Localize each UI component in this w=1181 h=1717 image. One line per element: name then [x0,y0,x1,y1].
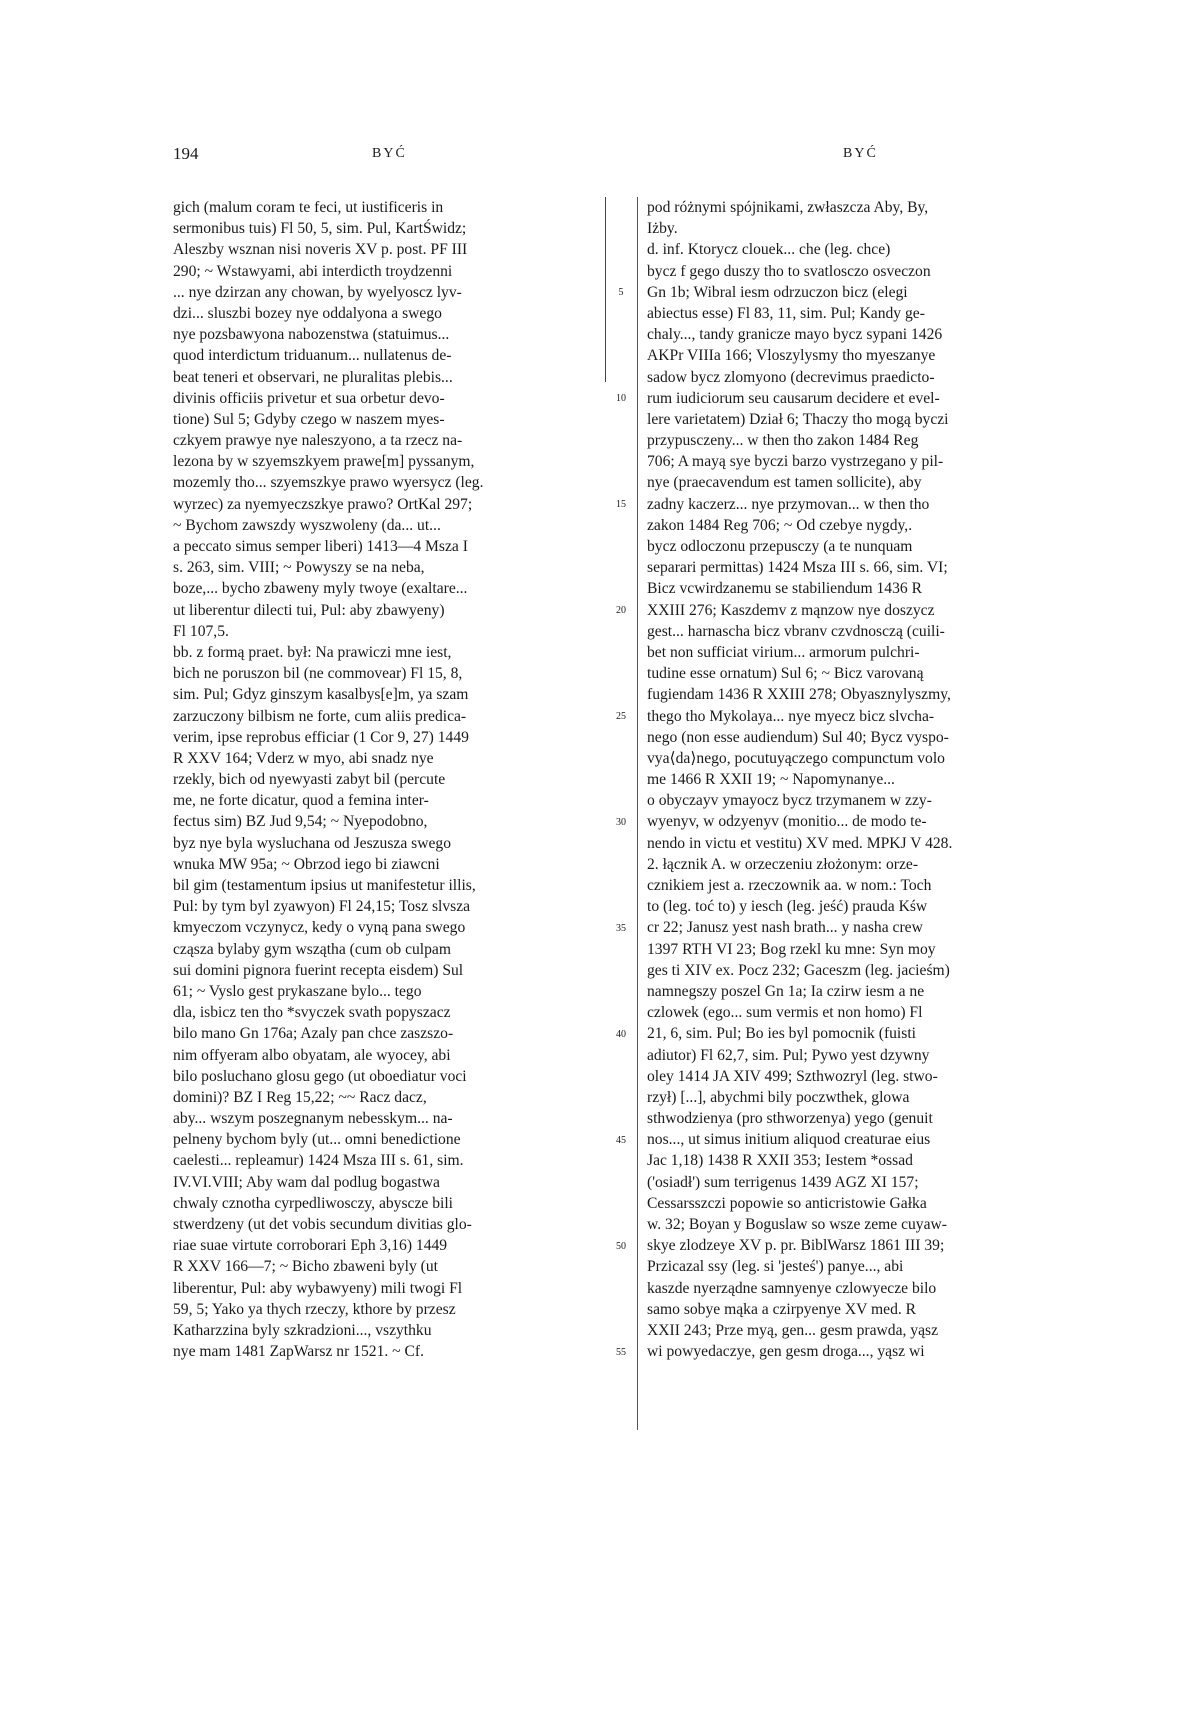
text-line: wnuka MW 95a; ~ Obrzod iego bi ziawcni [173,855,440,873]
text-line: wyrzec) za nyemyeczszkye prawo? OrtKal 297; [173,495,473,513]
text-line: sadow bycz zlomyono (decrevimus praedicto- [647,368,935,386]
text-line: czkyem prawye nye naleszyono, a ta rzecz na- [173,432,463,450]
text-line: Przicazal ssy (leg. si 'jesteś') panye..., abi [647,1258,904,1276]
line-number: 40 [616,1028,626,1040]
text-line: nendo in victu et vestitu) XV med. MPKJ V 428. [647,834,953,852]
text-line: to (leg. toć to) y iesch (leg. jeść) prauda Kśw [647,898,928,916]
text-line: 706; A mayą sye byczi barzo vystrzegano y pil- [647,453,944,471]
text-line: fugiendam 1436 R XXIII 278; Obyasznylyszmy, [647,686,951,704]
text-line: bycz odloczonu przepusczy (a te nunquam [647,538,913,555]
text-line: nego (non esse audiendum) Sul 40; Bycz vyspo- [647,728,949,746]
text-line: skye zlodzeye XV p. pr. BiblWarsz 1861 III 39; [647,1237,945,1255]
text-line: tione) Sul 5; Gdyby czego w naszem myes- [173,410,445,428]
text-line: byz nye byla wysluchana od Jeszusza swego [173,834,452,852]
text-line: sim. Pul; Gdyz ginszym kasalbys[e]m, ya szam [173,686,469,704]
text-line: nye mam 1481 ZapWarsz nr 1521. ~ Cf. [173,1343,424,1361]
text-line: chwaly cznotha cyrpedliwosczy, abyscze bili [173,1194,453,1212]
text-line: czlowek (ego... sum vermis et non homo) Fl [647,1004,923,1022]
text-line: bycz f gego duszy tho to svatlosczo osveczon [647,262,931,280]
text-line: lezona by w szyemszkyem prawe[m] pyssanym, [173,453,475,471]
text-line: beat teneri et observari, ne pluralitas plebis... [173,368,453,386]
text-line: Fl 107,5. [173,622,229,640]
text-line: bb. z formą praet. był: Na prawiczi mne iest, [173,643,452,661]
right-column [647,197,1071,1362]
text-line: kmyeczom vczynycz, kedy o vyną pana swego [173,919,466,937]
left-column [173,197,597,1362]
column-divider [637,197,638,1430]
text-line: me 1466 R XXII 19; ~ Napomynanye... [647,771,895,789]
text-line: XXIII 276; Kaszdemv z mąnzow nye doszycz [647,601,935,619]
text-line: zadny kaczerz... nye przymovan... w then tho [647,495,930,513]
text-line: samo sobye mąka a czirpyenye XV med. R [647,1300,917,1318]
text-line: riae suae virtute corroborari Eph 3,16) 1449 [173,1237,448,1255]
text-line: vya⟨da⟩nego, pocutuyączego compunctum volo [647,749,945,767]
text-line: ('osiadł') sum terrigenus 1439 AGZ XI 157; [647,1173,919,1191]
text-line: Iżby. [647,220,678,238]
text-line: dzi... sluszbi bozey nye oddalyona a swego [173,304,442,322]
text-line: pelneny bychom byly (ut... omni benedictione [173,1131,461,1149]
text-line: fectus sim) BZ Jud 9,54; ~ Nyepodobno, [173,813,428,831]
text-line: 1397 RTH VI 23; Bog rzekl ku mne: Syn moy [647,940,936,958]
line-number: 20 [616,604,626,616]
text-line: aby... wszym poszegnanym nebesskym... na- [173,1110,453,1128]
text-line: rzekly, bich od nyewyasti zabyt bil (percute [173,771,446,789]
text-line: ~ Bychom zawszdy wyszwoleny (da... ut... [173,516,441,534]
text-line: stwerdzeny (ut det vobis secundum divitias glo- [173,1216,472,1233]
text-line: me, ne forte dicatur, quod a femina inter- [173,792,429,810]
text-line: cząsza bylaby gym wsząthа (cum ob culpam [173,940,451,958]
text-line: R XXV 166—7; ~ Bicho zbaweni byly (ut [173,1258,438,1276]
page-number: 194 [173,144,199,163]
text-line: separari permittas) 1424 Msza III s. 66, sim. VI; [647,559,948,577]
text-line: rzył) [...], abychmi bily poczwthek, glowa [647,1088,910,1106]
text-line: przypusczeny... w then tho zakon 1484 Reg [647,432,919,450]
text-line: ... nye dzirzan any chowan, by wyelyoscz lyv- [173,283,462,301]
text-line: cznikiem jest a. rzeczownik aa. w nom.: Toch [647,877,932,894]
text-line: bich ne poruszon bil (ne commovear) Fl 15, 8, [173,665,463,683]
text-line: ut liberentur dilecti tui, Pul: aby zbawyeny) [173,601,445,619]
text-line: nos..., ut simus initium aliquod creaturae eius [647,1131,931,1149]
text-line: wyenyv, w odzyenyv (monitio... de modo te- [647,813,927,831]
line-number: 15 [616,498,626,510]
text-line: cr 22; Janusz yest nash brath... y nasha crew [647,919,923,937]
text-line: rum iudiciorum seu causarum decidere et evel- [647,389,940,407]
text-line: pod różnymi spójnikami, zwłaszcza Aby, By, [647,199,929,216]
text-line: nye pozsbawyona nabozenstwa (statuimus... [173,326,450,344]
text-line: abiectus esse) Fl 83, 11, sim. Pul; Kandy ge- [647,304,925,322]
text-line: domini)? BZ I Reg 15,22; ~~ Racz dacz, [173,1088,427,1106]
line-number: 55 [616,1346,626,1358]
text-line: Aleszby wsznan nisi noveris XV p. post. PF III [173,241,468,259]
text-line: 21, 6, sim. Pul; Bo ies byl pomocnik (fuisti [647,1025,916,1043]
text-line: gich (malum coram te feci, ut iustificeris in [173,199,444,216]
text-line: verim, ipse reprobus efficiar (1 Cor 9, 27) 1449 [173,728,469,746]
text-line: dla, isbicz ten tho *svyczek svath popyszacz [173,1004,451,1022]
text-line: zakon 1484 Reg 706; ~ Od czebye nygdy,. [647,516,913,534]
text-line: lere varietatem) Dział 6; Thaczy tho mogą byczi [647,410,949,428]
text-line: kaszde nyerządne samnyenye czlowyecze bilo [647,1279,937,1297]
text-line: bilo mano Gn 176a; Azaly pan chce zaszszo- [173,1025,454,1043]
text-line: s. 263, sim. VIII; ~ Powyszy se na neba, [173,559,425,577]
text-line: namnegszy poszel Gn 1a; Ia czirw iesm a ne [647,982,925,1000]
text-line: ges ti XIV ex. Pocz 232; Gaceszm (leg. jacieśm) [647,961,950,979]
text-line: liberentur, Pul: aby wybawyeny) mili twogi Fl [173,1279,463,1297]
text-line: gest... harnascha bicz vbranv czvdnosczą (cuili- [647,622,945,640]
text-line: adiutor) Fl 62,7, sim. Pul; Pywo yest dzywny [647,1046,930,1064]
text-line: IV.VI.VIII; Aby wam dal podlug bogastwa [173,1173,440,1191]
text-line: sthwodzienya (pro sthworzenya) yego (genuit [647,1110,933,1128]
line-number: 10 [616,392,626,404]
text-line: mozemly tho... szyemszkye prawo wyersycz (leg. [173,474,484,492]
text-line: bilo posluchano glosu gego (ut oboediatur voci [173,1067,467,1085]
line-number: 5 [618,286,624,298]
text-line: sermonibus tuis) Fl 50, 5, sim. Pul, KartŚwidz; [173,220,467,238]
running-headword-right: BYĆ [843,146,878,161]
text-line: 290; ~ Wstawyami, abi interdicth troydzenni [173,262,453,280]
line-number: 45 [616,1134,626,1146]
text-line: thego tho Mykolaya... nye myecz bicz slvcha- [647,707,935,725]
text-line: tudine esse ornatum) Sul 6; ~ Bicz varovaną [647,665,924,683]
text-line: Pul: by tym byl zyawyon) Fl 24,15; Tosz slvsza [173,898,471,916]
text-line: zarzuczony bilbism ne forte, cum aliis predica- [173,707,467,725]
text-line: boze,... bycho zbaweny myly twoye (exaltare... [173,580,468,598]
running-headword-left: BYĆ [372,146,407,161]
line-number: 50 [616,1240,626,1252]
text-line: bet non sufficiat virium... armorum pulchri- [647,643,920,661]
text-line: 2. łącznik A. w orzeczeniu złożonym: orze- [647,855,919,873]
line-number: 30 [616,816,626,828]
text-line: nye (praecavendum est tamen sollicite), aby [647,474,922,492]
text-line: AKPr VIIIa 166; Vloszylysmy tho myeszanye [647,347,936,365]
text-line: bil gim (testamentum ipsius ut manifestetur illis, [173,877,476,894]
text-line: Jac 1,18) 1438 R XXII 353; Iestem *ossad [647,1152,913,1170]
text-line: w. 32; Boyan y Boguslaw so wsze zeme cuyaw- [647,1216,947,1233]
text-line: quod interdictum triduanum... nullatenus de- [173,347,452,365]
line-number: 35 [616,922,626,934]
text-line: o obyczayv ymayocz bycz trzymanem w zzy- [647,792,932,810]
text-line: a peccato simus semper liberi) 1413—4 Msza I [173,538,468,555]
text-line: d. inf. Ktorycz clouek... che (leg. chce) [647,241,891,259]
text-line: sui domini pignora fuerint recepta eisdem) Sul [173,961,464,979]
column-divider [605,197,606,382]
text-line: divinis officiis privetur et sua orbetur devo- [173,389,445,407]
text-line: 61; ~ Vyslo gest prykaszane bylo... tego [173,982,422,1000]
text-line: Gn 1b; Wibral iesm odrzuczon bicz (elegi [647,283,908,301]
text-line: wi powyedaczye, gen gesm droga..., yąsz wi [647,1343,925,1361]
text-line: caelesti... repleamur) 1424 Msza III s. 61, sim. [173,1152,464,1170]
text-line: nim offyeram albo obyatam, ale wyocey, abi [173,1046,451,1064]
text-line: Katharzzina byly szkradzioni..., vszythku [173,1321,432,1339]
text-line: XXII 243; Prze myą, gen... gesm prawda, yąsz [647,1321,938,1339]
text-line: Cessarsszczi popowie so anticristowie Gałka [647,1194,927,1212]
text-line: Bicz vcwirdzanemu se stabiliendum 1436 R [647,580,922,598]
text-line: 59, 5; Yako ya thych rzeczy, kthore by przesz [173,1300,456,1318]
text-line: oley 1414 JA XIV 499; Szthwozryl (leg. stwo- [647,1067,938,1085]
text-line: R XXV 164; Vderz w myo, abi snadz nye [173,749,434,767]
line-number: 25 [616,710,626,722]
text-line: chaly..., tandy granicze mayo bycz sypani 1426 [647,326,943,344]
